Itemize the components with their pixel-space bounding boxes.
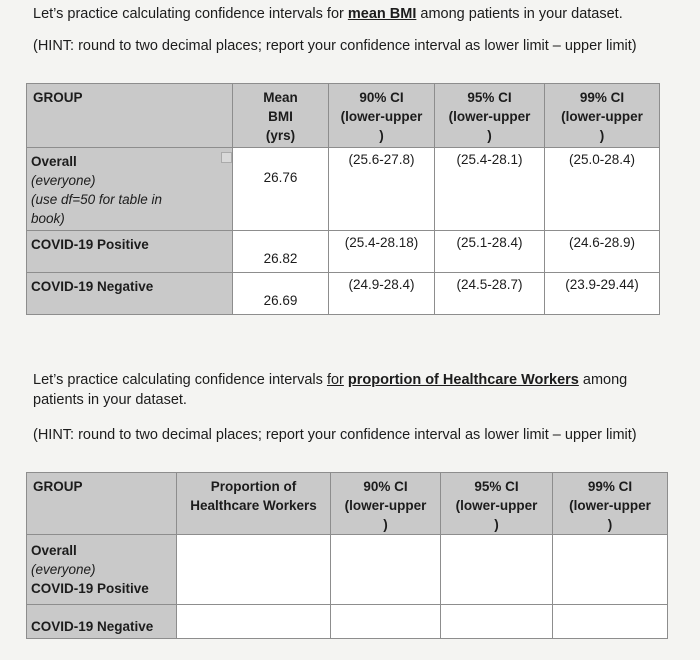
- mean-cell: 26.76: [233, 148, 329, 231]
- ci90-cell: (24.9-28.4): [329, 273, 435, 315]
- ci90-cell: (25.6-27.8): [329, 148, 435, 231]
- section1-intro: Let’s practice calculating confidence intervals for mean BMI among patients in your dataset.: [33, 6, 623, 22]
- ci90-input-cell[interactable]: [331, 535, 441, 605]
- section2-intro: Let’s practice calculating confidence intervals for proportion of Healthcare Workers among patients in your dataset.: [33, 372, 628, 408]
- ci95-header: 95% CI (lower-upper ): [435, 84, 545, 148]
- ci99-input-cell[interactable]: [553, 605, 668, 639]
- ci90-cell: (25.4-28.18): [329, 231, 435, 273]
- group-cell: COVID-19 Positive: [27, 231, 233, 273]
- table-row: [27, 535, 668, 605]
- table-row: [27, 273, 660, 315]
- section1-hint: (HINT: round to two decimal places; report your confidence interval as lower limit – upper limit): [33, 38, 637, 54]
- ci95-cell: (24.5-28.7): [435, 273, 545, 315]
- table-row: [27, 231, 660, 273]
- ci95-input-cell[interactable]: [441, 605, 553, 639]
- group-cell: COVID-19 Negative: [27, 605, 177, 639]
- ci99-cell: (25.0-28.4): [545, 148, 660, 231]
- ci99-cell: (23.9-29.44): [545, 273, 660, 315]
- comment-marker-icon: [221, 152, 232, 163]
- ci90-header: 90% CI (lower-upper ): [329, 84, 435, 148]
- group-cell: COVID-19 Negative: [27, 273, 233, 315]
- ci99-input-cell[interactable]: [553, 535, 668, 605]
- proportion-input-cell[interactable]: [177, 605, 331, 639]
- group-cell: Overall (everyone) COVID-19 Positive: [27, 535, 177, 605]
- group-header: GROUP: [27, 84, 233, 148]
- proportion-header: Proportion of Healthcare Workers: [177, 473, 331, 535]
- ci90-input-cell[interactable]: [331, 605, 441, 639]
- mean-bmi-header: Mean BMI (yrs): [233, 84, 329, 148]
- proportion-emphasis: proportion of Healthcare Workers: [347, 372, 579, 388]
- ci99-cell: (24.6-28.9): [545, 231, 660, 273]
- proportion-ci-table: [26, 472, 668, 639]
- ci95-header: 95% CI (lower-upper ): [441, 473, 553, 535]
- ci99-header: 99% CI (lower-upper ): [553, 473, 668, 535]
- group-header: GROUP: [27, 473, 177, 535]
- ci95-cell: (25.4-28.1): [435, 148, 545, 231]
- section2-hint: (HINT: round to two decimal places; report your confidence interval as lower limit – upper limit): [33, 427, 637, 443]
- ci99-header: 99% CI (lower-upper ): [545, 84, 660, 148]
- mean-cell: 26.82: [233, 231, 329, 273]
- bmi-ci-table: [26, 83, 660, 315]
- table-row: [27, 605, 668, 639]
- group-cell: Overall (everyone) (use df=50 for table in book): [27, 148, 233, 231]
- mean-bmi-emphasis: mean BMI: [347, 6, 417, 22]
- mean-cell: 26.69: [233, 273, 329, 315]
- ci90-header: 90% CI (lower-upper ): [331, 473, 441, 535]
- table-row: [27, 148, 660, 231]
- ci95-cell: (25.1-28.4): [435, 231, 545, 273]
- proportion-input-cell[interactable]: [177, 535, 331, 605]
- ci95-input-cell[interactable]: [441, 535, 553, 605]
